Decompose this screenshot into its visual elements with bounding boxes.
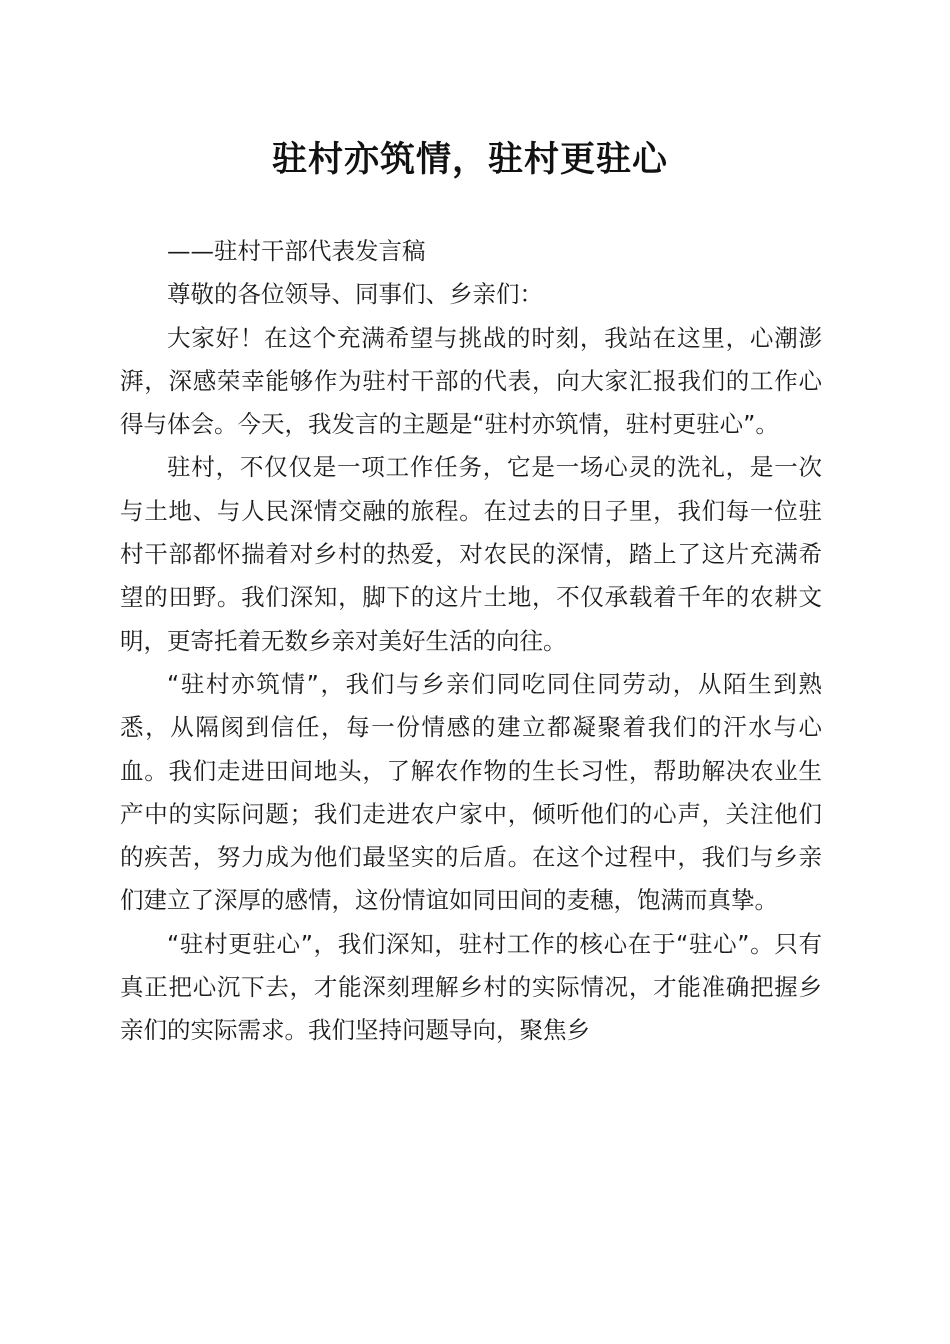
subtitle: ——驻村干部代表发言稿 [167,237,426,265]
paragraph: 大家好！在这个充满希望与挑战的时刻，我站在这里，心潮澎湃，深感荣幸能够作为驻村干部的代表，向大家汇报我们的工作心得与体会。今天，我发言的主题是“驻村亦筑情，驻村更驻心”。 [120,323,822,439]
document-body [120,230,822,1053]
document-title: 驻村亦筑情，驻村更驻心 [271,139,668,180]
paragraph: “驻村亦筑情”，我们与乡亲们同吃同住同劳动，从陌生到熟悉，从隔阂到信任，每一份情感的建立都凝聚着我们的汗水与心血。我们走进田间地头，了解农作物的生长习性，帮助解决农业生产中的实际问题；我们走进农户家中，倾听他们的心声，关注他们的疾苦，努力成为他们最坚实的后盾。在这个过程中，我们与乡亲们建立了深厚的感情，这份情谊如同田间的麦穗，饱满而真挚。 [120,669,822,915]
paragraph: “驻村更驻心”，我们深知，驻村工作的核心在于“驻心”。只有真正把心沉下去，才能深刻理解乡村的实际情况，才能准确把握乡亲们的实际需求。我们坚持问题导向，聚焦乡 [120,929,822,1045]
paragraph: 驻村，不仅仅是一项工作任务，它是一场心灵的洗礼，是一次与土地、与人民深情交融的旅程。在过去的日子里，我们每一位驻村干部都怀揣着对乡村的热爱，对农民的深情，踏上了这片充满希望的田野。我们深知，脚下的这片土地，不仅承载着千年的农耕文明，更寄托着无数乡亲对美好生活的向往。 [120,453,822,655]
salutation: 尊敬的各位领导、同事们、乡亲们： [167,280,543,309]
